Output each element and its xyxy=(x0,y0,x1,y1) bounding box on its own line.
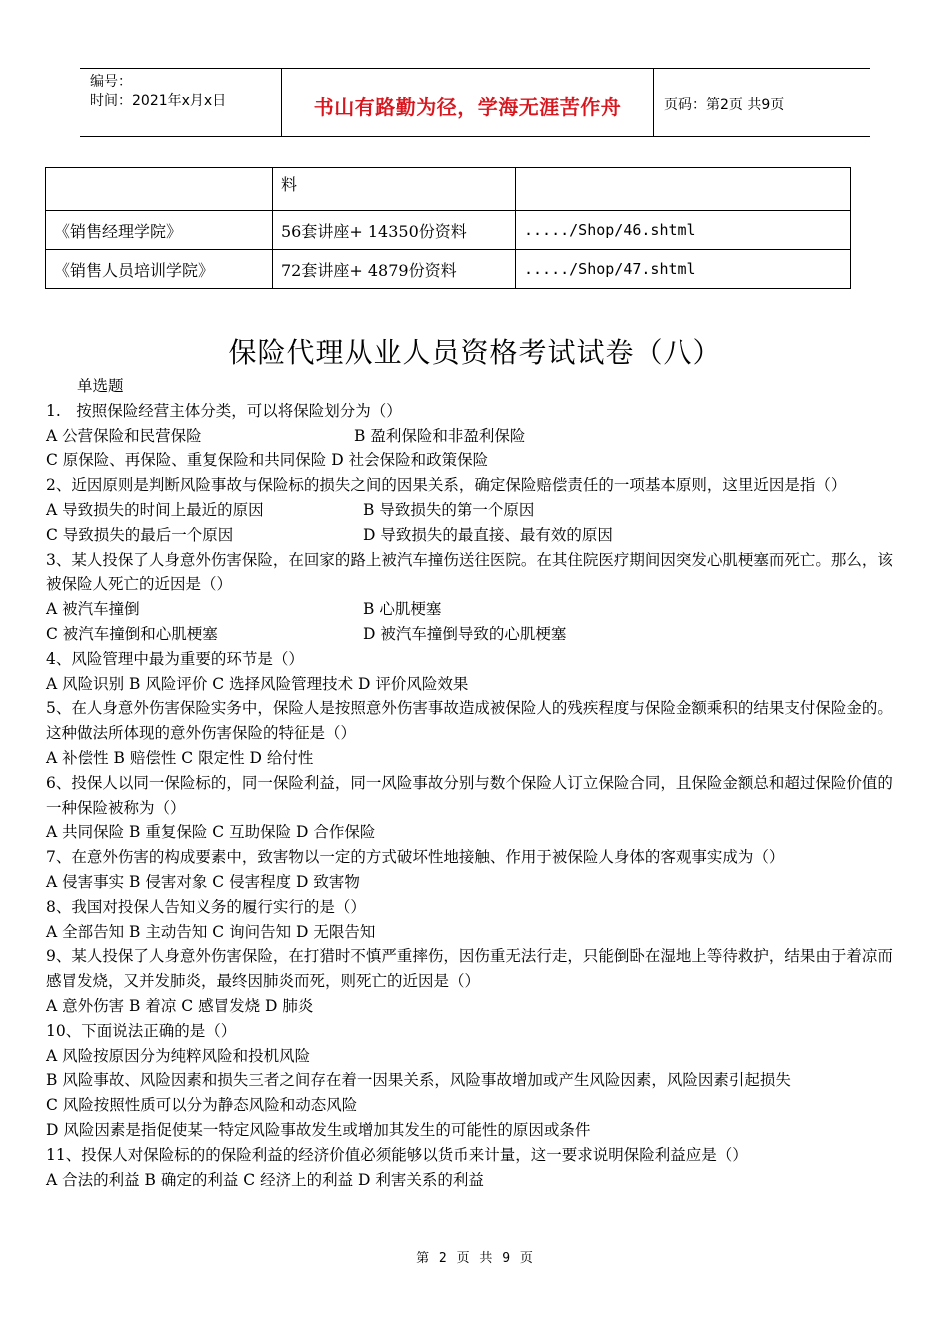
option: A 被汽车撞倒 xyxy=(46,600,140,619)
table-row xyxy=(46,211,851,250)
option-row: A 共同保险 B 重复保险 C 互助保险 D 合作保险 xyxy=(46,823,376,842)
option-row: A 意外伤害 B 着凉 C 感冒发烧 D 肺炎 xyxy=(46,996,314,1015)
option-row xyxy=(46,498,908,523)
question-text: 4、风险管理中最为重要的环节是（） xyxy=(46,649,304,668)
option: C 风险按照性质可以分为静态风险和动态风险 xyxy=(46,1096,358,1115)
option: D 导致损失的最直接、最有效的原因 xyxy=(363,525,613,544)
option: D 被汽车撞倒导致的心肌梗塞 xyxy=(363,624,567,643)
table-cell: 56套讲座+ 14350份资料 xyxy=(273,211,516,250)
option: C 导致损失的最后一个原因 xyxy=(46,525,234,544)
option-row xyxy=(46,448,908,473)
table-cell: 72套讲座+ 4879份资料 xyxy=(273,250,516,289)
exam-body xyxy=(46,374,908,1192)
option-row: A 合法的利益 B 确定的利益 C 经济上的利益 D 利害关系的利益 xyxy=(46,1170,484,1189)
option: D 社会保险和政策保险 xyxy=(331,451,489,470)
option: C 被汽车撞倒和心肌梗塞 xyxy=(46,624,218,643)
option-row xyxy=(46,424,908,449)
option: C 原保险、再保险、重复保险和共同保险 xyxy=(46,451,327,470)
option-row: A 侵害事实 B 侵害对象 C 侵害程度 D 致害物 xyxy=(46,872,360,891)
question-text: 3、某人投保了人身意外伤害保险，在回家的路上被汽车撞伤送往医院。在其住院医疗期间因突发心肌梗塞而死亡。那么，该被保险人死亡的近因是（） xyxy=(46,550,893,594)
option-row: A 补偿性 B 赔偿性 C 限定性 D 给付性 xyxy=(46,748,314,767)
header-meta xyxy=(90,73,226,111)
header-motto: 书山有路勤为径，学海无涯苦作舟 xyxy=(313,95,622,119)
table-link-cell[interactable]: ...../Shop/46.shtml xyxy=(516,211,851,250)
header-page-number: 页码：第2页 共9页 xyxy=(664,97,785,113)
table-cell xyxy=(46,168,273,211)
question-text: 7、在意外伤害的构成要素中，致害物以一定的方式破坏性地接触、作用于被保险人身体的客观事实成为（） xyxy=(46,848,785,867)
header-divider xyxy=(653,69,654,136)
option-row: A 风险识别 B 风险评价 C 选择风险管理技术 D 评价风险效果 xyxy=(46,674,469,693)
resource-table xyxy=(45,167,851,289)
question-text: 2、近因原则是判断风险事故与保险标的损失之间的因果关系，确定保险赔偿责任的一项基本原则，这里近因是指（） xyxy=(46,476,847,495)
question-text: 10、下面说法正确的是（） xyxy=(46,1021,237,1040)
question-text: 1. 按照保险经营主体分类，可以将保险划分为（） xyxy=(46,401,402,420)
table-cell: 《销售经理学院》 xyxy=(46,211,273,250)
question-text: 11、投保人对保险标的的保险利益的经济价值必须能够以货币来计量，这一要求说明保险利益应是（） xyxy=(46,1145,748,1164)
table-link-cell[interactable]: ...../Shop/47.shtml xyxy=(516,250,851,289)
option: A 风险按原因分为纯粹风险和投机风险 xyxy=(46,1046,311,1065)
option: B 盈利保险和非盈利保险 xyxy=(354,426,526,445)
question-text: 5、在人身意外伤害保险实务中，保险人是按照意外伤害事故造成被保险人的残疾程度与保险金额乘积的结果支付保险金的。这种做法所体现的意外伤害保险的特征是（） xyxy=(46,699,893,743)
header-time: 时间：2021年x月x日 xyxy=(90,93,227,109)
question-text: 8、我国对投保人告知义务的履行实行的是（） xyxy=(46,897,366,916)
question-text: 9、某人投保了人身意外伤害保险，在打猎时不慎严重摔伤，因伤重无法行走，只能倒卧在湿地上等待救护，结果由于着凉而感冒发烧，又并发肺炎，最终因肺炎而死，则死亡的近因是（） xyxy=(46,947,893,991)
document-title: 保险代理从业人员资格考试试卷（八） xyxy=(228,336,722,369)
option: B 导致损失的第一个原因 xyxy=(363,500,535,519)
option: D 风险因素是指促使某一特定风险事故发生或增加其发生的可能性的原因或条件 xyxy=(46,1120,591,1139)
table-row xyxy=(46,168,851,211)
page-header xyxy=(80,68,870,137)
page-footer: 第 2 页 共 9 页 xyxy=(416,1251,534,1266)
option: A 导致损失的时间上最近的原因 xyxy=(46,500,264,519)
table-cell: 料 xyxy=(273,168,516,211)
option-row xyxy=(46,622,908,647)
section-heading: 单选题 xyxy=(77,377,124,395)
option-row xyxy=(46,523,908,548)
table-row xyxy=(46,250,851,289)
option: B 心肌梗塞 xyxy=(363,600,442,619)
option: A 公营保险和民营保险 xyxy=(46,426,202,445)
option: B 风险事故、风险因素和损失三者之间存在着一因果关系，风险事故增加或产生风险因素，风险因素引起损失 xyxy=(46,1071,791,1090)
header-number: 编号： xyxy=(90,74,132,90)
option-row xyxy=(46,597,908,622)
table-cell: 《销售人员培训学院》 xyxy=(46,250,273,289)
option-row: A 全部告知 B 主动告知 C 询问告知 D 无限告知 xyxy=(46,922,376,941)
table-cell xyxy=(516,168,851,211)
question-text: 6、投保人以同一保险标的，同一保险利益，同一风险事故分别与数个保险人订立保险合同，且保险金额总和超过保险价值的一种保险被称为（） xyxy=(46,773,893,817)
